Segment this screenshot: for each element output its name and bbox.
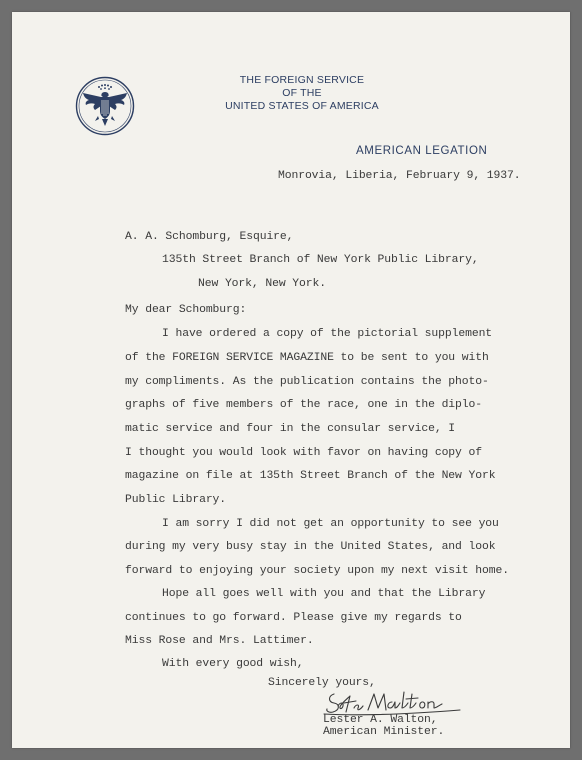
salutation: My dear Schomburg: — [125, 304, 247, 316]
office-heading: AMERICAN LEGATION — [356, 145, 488, 157]
signatory-title: American Minister. — [323, 726, 445, 738]
body-line: I am sorry I did not get an opportunity to see you — [162, 518, 499, 530]
body-line: of the FOREIGN SERVICE MAGAZINE to be sent to you with — [125, 352, 489, 364]
letterhead-line-1: THE FOREIGN SERVICE — [239, 74, 365, 86]
body-line: I have ordered a copy of the pictorial supplement — [162, 328, 493, 340]
letter-page — [12, 12, 570, 748]
letterhead-line-3: UNITED STATES OF AMERICA — [225, 100, 379, 112]
body-line: Miss Rose and Mrs. Lattimer. — [125, 635, 314, 647]
body-line: matic service and four in the consular service, I — [125, 423, 456, 435]
body-line: during my very busy stay in the United States, and look — [125, 541, 496, 553]
letterhead — [202, 74, 402, 113]
body-line: my compliments. As the publication contains the photo- — [125, 376, 489, 388]
address-city: New York, New York. — [198, 278, 326, 290]
letterhead-line-2: OF THE — [282, 87, 322, 99]
body-line: Hope all goes well with you and that the Library — [162, 588, 486, 600]
closing: Sincerely yours, — [268, 677, 376, 689]
great-seal-icon — [75, 76, 135, 136]
body-line: magazine on file at 135th Street Branch of the New York — [125, 470, 496, 482]
body-line: Public Library. — [125, 494, 227, 506]
body-line: I thought you would look with favor on having copy of — [125, 447, 482, 459]
body-line: continues to go forward. Please give my regards to — [125, 612, 462, 624]
body-line: With every good wish, — [162, 658, 304, 670]
address-branch: 135th Street Branch of New York Public Library, — [162, 254, 479, 266]
body-line: graphs of five members of the race, one in the diplo- — [125, 399, 482, 411]
address-name: A. A. Schomburg, Esquire, — [125, 231, 294, 243]
body-line: forward to enjoying your society upon my next visit home. — [125, 565, 509, 577]
dateline: Monrovia, Liberia, February 9, 1937. — [278, 170, 521, 182]
signatory-name: Lester A. Walton, — [323, 714, 438, 726]
